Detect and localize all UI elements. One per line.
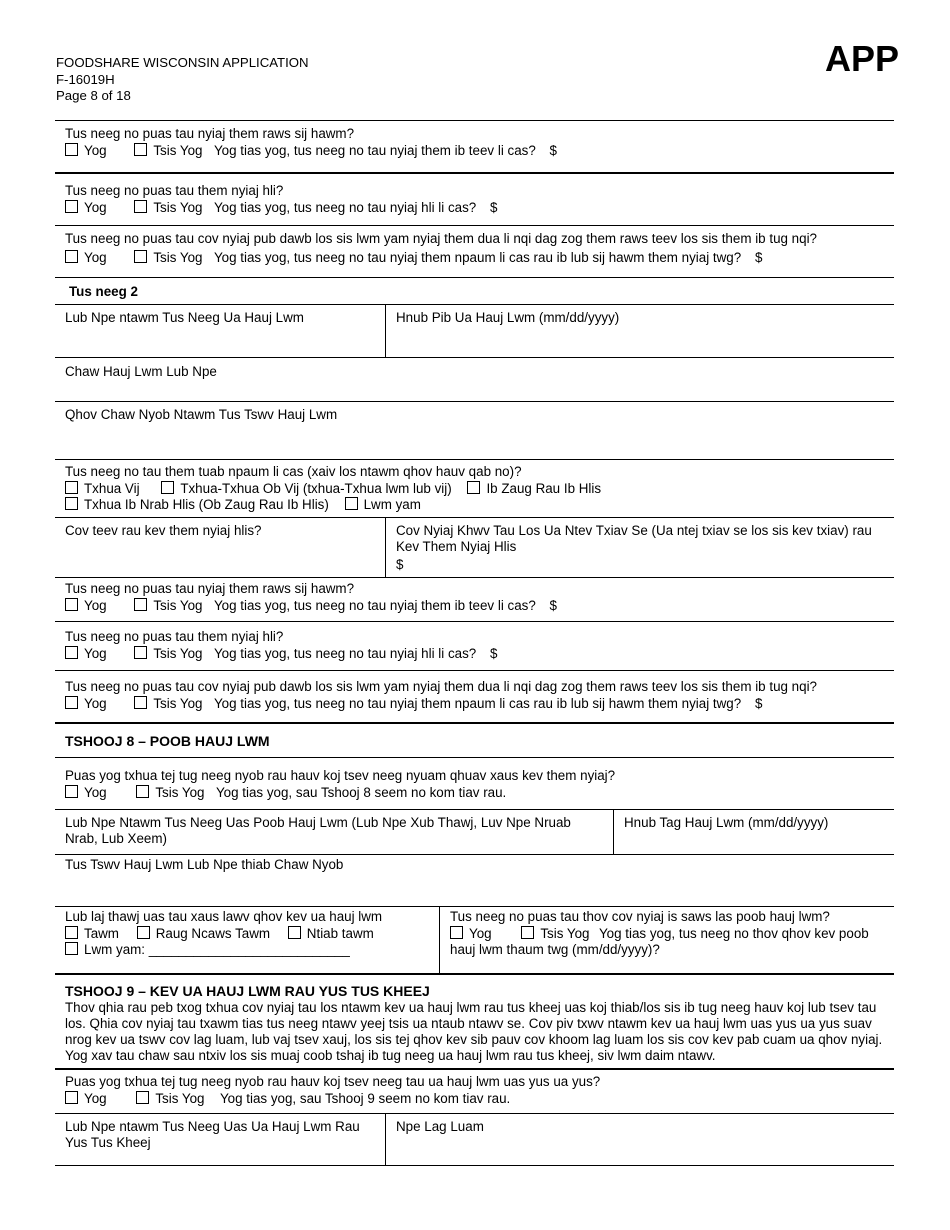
form-name: FOODSHARE WISCONSIN APPLICATION [56,55,309,70]
s8-unemp-yes-checkbox[interactable] [450,926,463,939]
section9-intro [55,975,894,1070]
commission-amount-field[interactable]: $ [754,249,763,265]
quit-checkbox[interactable] [65,926,78,939]
yes-label: Yog [84,645,107,661]
salary-question-section [55,174,894,226]
start-date-label: Hnub Pib Ua Hauj Lwm (mm/dd/yyyy) [396,310,620,325]
person2-employer-address-field[interactable] [55,402,894,460]
s8-unemployment-question: Tus neeg no puas tau thov cov nyiaj is saws las poob hauj lwm? [450,909,830,924]
s9-person-name-field[interactable] [55,1114,386,1165]
section8-heading [55,724,894,758]
p2-salary-no-checkbox[interactable] [134,646,147,659]
employer-address-label: Qhov Chaw Nyob Ntawm Tus Tswv Hauj Lwm [65,407,338,422]
yes-label: Yog [84,695,107,711]
laid-off-label: Raug Ncaws Tawm [155,925,271,941]
yes-label: Yog [84,1090,107,1106]
no-label: Tsis Yog [155,1090,205,1106]
semimonthly-checkbox[interactable] [65,497,78,510]
s9-no-checkbox[interactable] [136,1091,149,1104]
salary-followup: Yog tias yog, tus neeg no tau nyiaj hli li cas? [213,199,477,215]
yes-label: Yog [469,925,492,941]
employer-name-label: Chaw Hauj Lwm Lub Npe [65,364,217,379]
form-body [55,120,894,1166]
paydate-label: Cov teev rau kev them nyiaj hlis? [65,523,262,538]
salary-no-checkbox[interactable] [134,200,147,213]
section9-question: Puas yog txhua tej tug neeg nyob rau hauv koj tsev neeg tau ua hauj lwm uas yus ua yus? [65,1074,601,1089]
other-reason-checkbox[interactable] [65,942,78,955]
weekly-checkbox[interactable] [65,481,78,494]
biweekly-checkbox[interactable] [161,481,174,494]
section9-followup: Yog tias yog, sau Tshooj 9 seem no kom tiav rau. [219,1090,511,1106]
s8-employee-name-label: Lub Npe Ntawm Tus Neeg Uas Poob Hauj Lwm (Lub Npe Xub Thawj, Luv Npe Nruab Nrab, Lub Xeem) [65,815,571,846]
person2-employer-name-field[interactable] [55,358,894,402]
p2-commission-no-checkbox[interactable] [134,696,147,709]
s8-employee-name-field[interactable] [55,810,614,854]
commission-no-checkbox[interactable] [134,250,147,263]
person2-employee-name-field[interactable] [55,305,386,357]
form-code: APP [825,38,900,79]
tips-amount-field[interactable]: $ [549,142,557,158]
p2-tips-no-checkbox[interactable] [134,598,147,611]
no-label: Tsis Yog [153,695,203,711]
p2-salary-amount-field[interactable]: $ [489,645,498,661]
p2-commission-amount-field[interactable]: $ [754,695,763,711]
tips-followup: Yog tias yog, tus neeg no tau nyiaj them ib teev li cas? [213,142,536,158]
yes-label: Yog [84,784,107,800]
s9-yes-checkbox[interactable] [65,1091,78,1104]
p2-salary-question: Tus neeg no puas tau them nyiaj hli? [65,629,284,644]
semimonthly-label: Txhua Ib Nrab Hlis (Ob Zaug Rau Ib Hlis) [84,497,329,512]
employee-name-label: Lub Npe ntawm Tus Neeg Ua Hauj Lwm [65,310,304,325]
monthly-label: Ib Zaug Rau Ib Hlis [486,480,602,496]
section8-name-row [55,810,894,855]
no-label: Tsis Yog [153,249,203,265]
s8-unemp-no-checkbox[interactable] [521,926,534,939]
section8-question: Puas yog txhua tej tug neeg nyob rau hauv koj tsev neeg nyuam qhuav xaus kev them nyiaj? [65,768,616,783]
p2-tips-followup: Yog tias yog, tus neeg no tau nyiaj them ib teev li cas? [213,597,536,613]
p2-salary-yes-checkbox[interactable] [65,646,78,659]
s8-no-checkbox[interactable] [136,785,149,798]
section9-question-section [55,1070,894,1114]
tips-yes-checkbox[interactable] [65,143,78,156]
yes-label: Yog [84,199,107,215]
salary-question: Tus neeg no puas tau them nyiaj hli? [65,183,284,198]
section9-paragraph: Thov qhia rau peb txog txhua cov nyiaj tau los ntawm kev ua hauj lwm rau tus kheej uas koj thiab/los sis ib tug neeg hauv koj lub tsev tau los. Qhia cov nyiaj tau txawm tias tus neeg ntawv yeej tsis ua ntaub ntawv se. Cov piv txwv ntawm kev ua hauj lwm uas yus ua yus suav nrog kev ua tswv cov lag luam, lub vaj tsev xauj, los sis tej qhov kev sib pauv cov khoom lag luam los sis cov kev pab cuam ua qhov nyiaj. Yog xav tau chaw sau ntxiv los sis muaj coob tshaj ib tug neeg ua hauj lwm rau tus kheej, siv lwm daim ntawv. [65,999,883,1064]
s8-reason-field [55,907,440,973]
other-frequency-label: Lwm yam [363,497,421,512]
yes-label: Yog [84,142,107,158]
person2-start-date-field[interactable] [386,305,894,357]
s8-unemployment-field [440,907,894,973]
gross-pay-dollar: $ [396,557,404,572]
fired-checkbox[interactable] [288,926,301,939]
s8-unemployment-followup: Yog tias yog, tus neeg no thov qhov kev poob hauj lwm thaum twg (mm/dd/yyyy)? [450,925,869,957]
section8-title: TSHOOJ 8 – POOB HAUJ LWM [65,733,270,749]
section8-question-section [55,758,894,810]
tips-question-section [55,121,894,174]
section9-name-row [55,1114,894,1166]
person2-frequency-section [55,460,894,518]
salary-yes-checkbox[interactable] [65,200,78,213]
s9-business-name-field[interactable] [386,1114,894,1165]
s9-person-name-label: Lub Npe ntawm Tus Neeg Uas Ua Hauj Lwm Rau Yus Tus Kheej [65,1119,360,1150]
no-label: Tsis Yog [153,597,203,613]
person2-pay-row [55,518,894,578]
no-label: Tsis Yog [153,199,203,215]
s9-business-name-label: Npe Lag Luam [396,1119,484,1134]
other-frequency-checkbox[interactable] [345,497,358,510]
p2-tips-question: Tus neeg no puas tau nyiaj them raws sij hawm? [65,581,355,596]
no-label: Tsis Yog [153,645,203,661]
person2-commission-section [55,671,894,724]
weekly-label: Txhua Vij [84,480,140,496]
other-reason-field[interactable]: Lwm yam: ___________________________ [84,942,350,957]
biweekly-label: Txhua-Txhua Ob Vij (txhua-Txhua lwm lub vij) [180,480,452,496]
p2-tips-amount-field[interactable]: $ [549,597,557,613]
no-label: Tsis Yog [153,142,203,158]
s8-employer-label: Tus Tswv Hauj Lwm Lub Npe thiab Chaw Nyob [65,857,344,872]
person2-salary-section [55,622,894,671]
quit-label: Tawm [84,925,119,941]
salary-amount-field[interactable]: $ [489,199,498,215]
commission-yes-checkbox[interactable] [65,250,78,263]
fired-label: Ntiab tawm [306,925,374,941]
s8-yes-checkbox[interactable] [65,785,78,798]
p2-tips-yes-checkbox[interactable] [65,598,78,611]
section8-reason-row [55,907,894,975]
p2-salary-followup: Yog tias yog, tus neeg no tau nyiaj hli li cas? [213,645,477,661]
person2-name-row [55,305,894,358]
form-header [56,55,309,105]
p2-commission-followup: Yog tias yog, tus neeg no tau nyiaj them npaum li cas rau ib lub sij hawm them nyiaj twg? [213,695,742,711]
commission-question: Tus neeg no puas tau cov nyiaj pub dawb los sis lwm yam nyiaj them dua li nqi dag zog them raws teev los sis them ib tug nqi? [65,231,818,246]
gross-pay-field[interactable] [386,518,894,577]
tips-no-checkbox[interactable] [134,143,147,156]
person2-heading-section [55,278,894,305]
commission-question-section [55,226,894,278]
no-label: Tsis Yog [540,925,590,941]
frequency-question: Tus neeg no tau them tuab npaum li cas (xaiv los ntawm qhov hauv qab no)? [65,464,522,479]
paydate-field[interactable] [55,518,386,577]
laid-off-checkbox[interactable] [137,926,150,939]
form-number: F-16019H [56,71,115,87]
s8-end-date-field[interactable] [614,810,894,854]
s8-reason-label: Lub laj thawj uas tau xaus lawv qhov kev ua hauj lwm [65,909,383,924]
tips-question: Tus neeg no puas tau nyiaj them raws sij hawm? [65,126,355,141]
section8-followup: Yog tias yog, sau Tshooj 8 seem no kom tiav rau. [215,784,507,800]
person2-title: Tus neeg 2 [69,284,138,299]
gross-pay-label: Cov Nyiaj Khwv Tau Los Ua Ntev Txiav Se (Ua ntej txiav se los sis kev txiav) rau Kev Them Nyiaj Hlis [396,523,872,554]
yes-label: Yog [84,597,107,613]
p2-commission-yes-checkbox[interactable] [65,696,78,709]
page-number: Page 8 of 18 [56,88,131,103]
s8-employer-field[interactable] [55,855,894,907]
person2-tips-section [55,578,894,622]
p2-commission-question: Tus neeg no puas tau cov nyiaj pub dawb los sis lwm yam nyiaj them dua li nqi dag zog them raws teev los sis them ib tug nqi? [65,679,818,694]
yes-label: Yog [84,249,107,265]
s8-end-date-label: Hnub Tag Hauj Lwm (mm/dd/yyyy) [624,815,829,830]
commission-followup: Yog tias yog, tus neeg no tau nyiaj them npaum li cas rau ib lub sij hawm them nyiaj twg? [213,249,742,265]
section9-title: TSHOOJ 9 – KEV UA HAUJ LWM RAU YUS TUS KHEEJ [65,983,430,999]
monthly-checkbox[interactable] [467,481,480,494]
no-label: Tsis Yog [155,784,205,800]
